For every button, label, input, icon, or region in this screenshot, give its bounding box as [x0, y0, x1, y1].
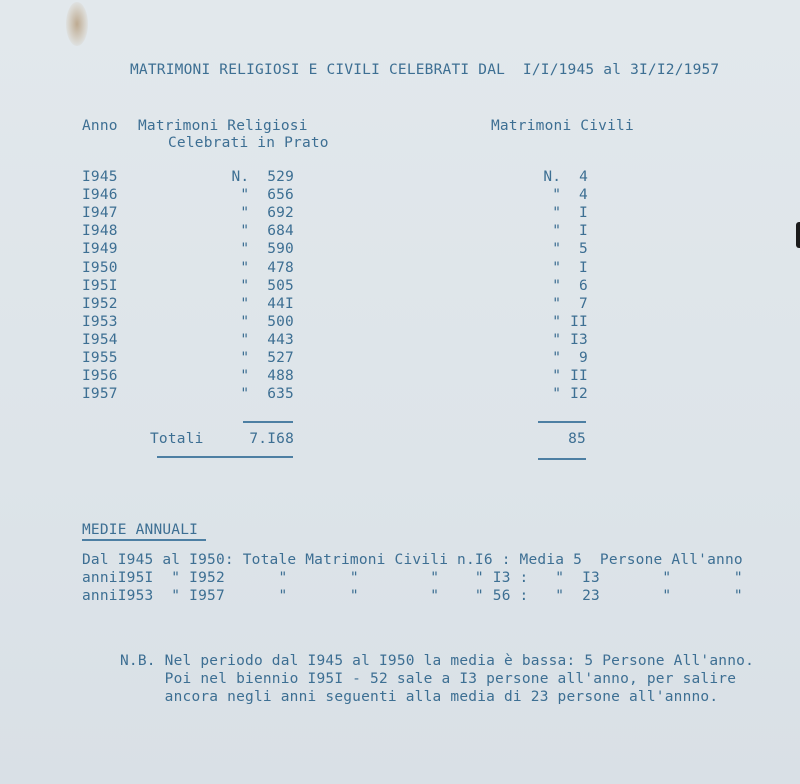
row-religiosi: " 590	[240, 241, 294, 258]
row-year: I95I	[82, 277, 118, 294]
row-year: I952	[82, 295, 118, 312]
row-civili: N. 4	[543, 169, 588, 185]
row-religiosi: " 488	[240, 368, 294, 385]
row-civili: " 6	[552, 277, 588, 294]
row-civili: " 4	[552, 187, 588, 204]
row-religiosi: N. 529	[231, 169, 294, 185]
row-religiosi: " 684	[240, 223, 294, 240]
nb-line-1: N.B. Nel periodo dal I945 al I950 la media è bassa: 5 Persone All'anno.	[120, 653, 755, 669]
row-year: I949	[82, 241, 118, 258]
nb-line-3: ancora negli anni seguenti alla media di 23 persone all'annno.	[120, 689, 719, 705]
row-civili: " I	[552, 259, 588, 276]
row-civili: " I2	[552, 386, 588, 403]
row-religiosi: " 692	[240, 205, 294, 222]
medie-heading-underline	[82, 539, 206, 541]
binder-clip-mark	[796, 222, 800, 248]
row-religiosi: " 500	[240, 313, 294, 330]
row-civili: " 5	[552, 241, 588, 258]
row-year: I954	[82, 331, 118, 348]
row-religiosi: " 527	[240, 350, 294, 366]
medie-line-3: anniI953 " I957 " " " " 56 : " 23 " "	[82, 588, 743, 604]
nb-line-2: Poi nel biennio I95I - 52 sale a I3 persone all'anno, per salire	[120, 671, 737, 687]
row-year: I957	[82, 386, 118, 403]
row-civili: " II	[552, 313, 588, 330]
row-civili: " II	[552, 368, 588, 385]
document-title: MATRIMONI RELIGIOSI E CIVILI CELEBRATI DAL I/I/1945 al 3I/I2/1957	[130, 62, 720, 78]
row-civili: " I	[552, 205, 588, 222]
header-religiosi-sub: Celebrati in Prato	[168, 135, 329, 151]
row-religiosi: " 478	[240, 259, 294, 276]
rule-religiosi-bottom	[157, 456, 293, 458]
row-year: I946	[82, 187, 118, 204]
medie-heading: MEDIE ANNUALI	[82, 522, 199, 538]
row-year: I948	[82, 223, 118, 240]
rule-civili-top	[538, 421, 586, 423]
rule-civili-bottom	[538, 458, 586, 460]
row-civili: " 9	[552, 350, 588, 366]
medie-line-2: anniI95I " I952 " " " " I3 : " I3 " "	[82, 570, 743, 586]
row-civili: " 7	[552, 295, 588, 312]
row-religiosi: " 635	[240, 386, 294, 403]
rule-religiosi-top	[243, 421, 293, 423]
row-year: I947	[82, 205, 118, 222]
totals-civili: 85	[568, 431, 586, 447]
header-anno: Anno	[82, 118, 118, 134]
row-year: I956	[82, 368, 118, 385]
row-year: I953	[82, 313, 118, 330]
totals-religiosi: 7.I68	[249, 431, 294, 447]
row-religiosi: " 44I	[240, 295, 294, 312]
row-civili: " I3	[552, 331, 588, 348]
medie-line-1: Dal I945 al I950: Totale Matrimoni Civili n.I6 : Media 5 Persone All'anno	[82, 552, 743, 568]
totals-label: Totali	[150, 431, 204, 447]
header-religiosi: Matrimoni Religiosi	[138, 118, 308, 134]
row-civili: " I	[552, 223, 588, 240]
paper-stain	[66, 2, 88, 46]
row-year: I955	[82, 350, 118, 366]
row-religiosi: " 656	[240, 187, 294, 204]
row-religiosi: " 443	[240, 331, 294, 348]
row-year: I945	[82, 169, 118, 185]
header-civili: Matrimoni Civili	[491, 118, 634, 134]
row-religiosi: " 505	[240, 277, 294, 294]
row-year: I950	[82, 259, 118, 276]
